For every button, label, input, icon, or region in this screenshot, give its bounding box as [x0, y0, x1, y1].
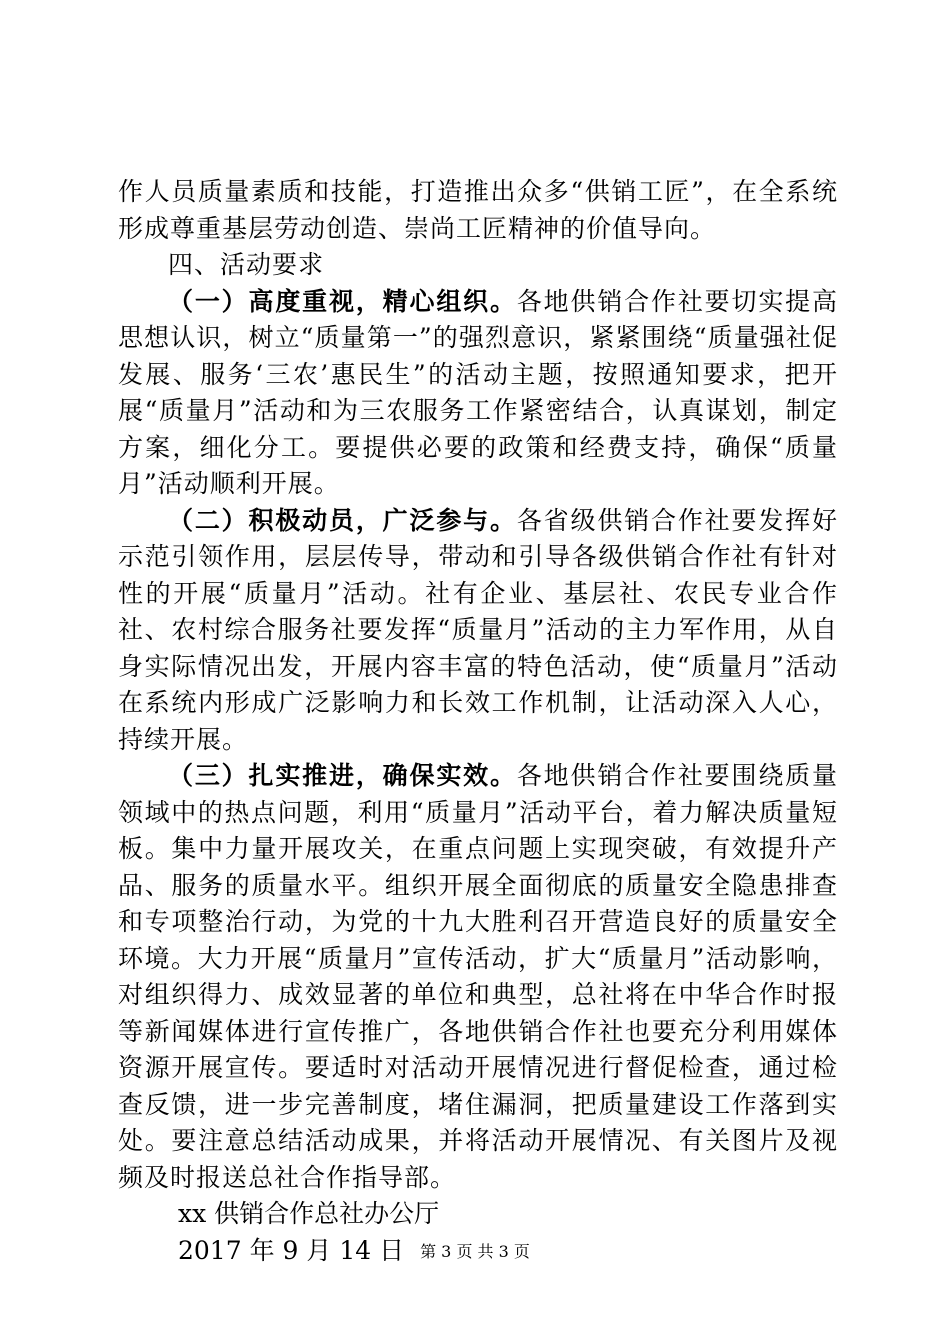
- signature-date: 2017 年 9 月 14 日: [178, 1235, 405, 1265]
- requirement-paragraph-2: [118, 503, 838, 759]
- page-footer: 第 3 页 共 3 页: [420, 1242, 530, 1261]
- requirement-lead-2: （二）积极动员，广泛参与。: [168, 505, 517, 535]
- requirement-body-3: 各地供销合作社要围绕质量领域中的热点问题，利用“质量月”活动平台，着力解决质量短板。集中力量开展攻关，在重点问题上实现突破，有效提升产品、服务的质量水平。组织开展全面彻底的质量安全隐患排查和专项整治行动，为党的十九大胜利召开营造良好的质量安全环境。大力开展“质量月”宣传活动，扩大“质量月”活动影响，对组织得力、成效显著的单位和典型，总社将在中华合作时报等新闻媒体进行宣传推广，各地供销合作社也要充分利用媒体资源开展宣传。要适时对活动开展情况进行督促检查，通过检查反馈，进一步完善制度，堵住漏洞，把质量建设工作落到实处。要注意总结活动成果，并将活动开展情况、有关图片及视频及时报送总社合作指导部。: [118, 761, 838, 1192]
- requirement-body-1: 各地供销合作社要切实提高思想认识，树立“质量第一”的强烈意识，紧紧围绕“质量强社促发展、服务‘三农’惠民生”的活动主题，按照通知要求，把开展“质量月”活动和为三农服务工作紧密结合，认真谋划，制定方案，细化分工。要提供必要的政策和经费支持，确保“质量月”活动顺利开展。: [118, 286, 838, 498]
- requirement-lead-3: （三）扎实推进，确保实效。: [168, 761, 517, 790]
- requirement-paragraph-3: [118, 758, 838, 1196]
- requirement-lead-1: （一）高度重视，精心组织。: [168, 286, 517, 316]
- signature-organization: xx 供销合作总社办公厅: [178, 1199, 440, 1228]
- requirement-body-2: 各省级供销合作社要发挥好示范引领作用，层层传导，带动和引导各级供销合作社有针对性的开展“质量月”活动。社有企业、基层社、农民专业合作社、农村综合服务社要发挥“质量月”活动的主力军作用，从自身实际情况出发，开展内容丰富的特色活动，使“质量月”活动在系统内形成广泛影响力和长效工作机制，让活动深入人心，持续开展。: [118, 505, 838, 754]
- continuation-paragraph: 作人员质量素质和技能，打造推出众多“供销工匠”，在全系统形成尊重基层劳动创造、崇尚工匠精神的价值导向。: [118, 177, 838, 243]
- section-heading: 四、活动要求: [168, 250, 325, 279]
- document-body: [118, 174, 838, 1269]
- requirement-paragraph-1: [118, 284, 838, 503]
